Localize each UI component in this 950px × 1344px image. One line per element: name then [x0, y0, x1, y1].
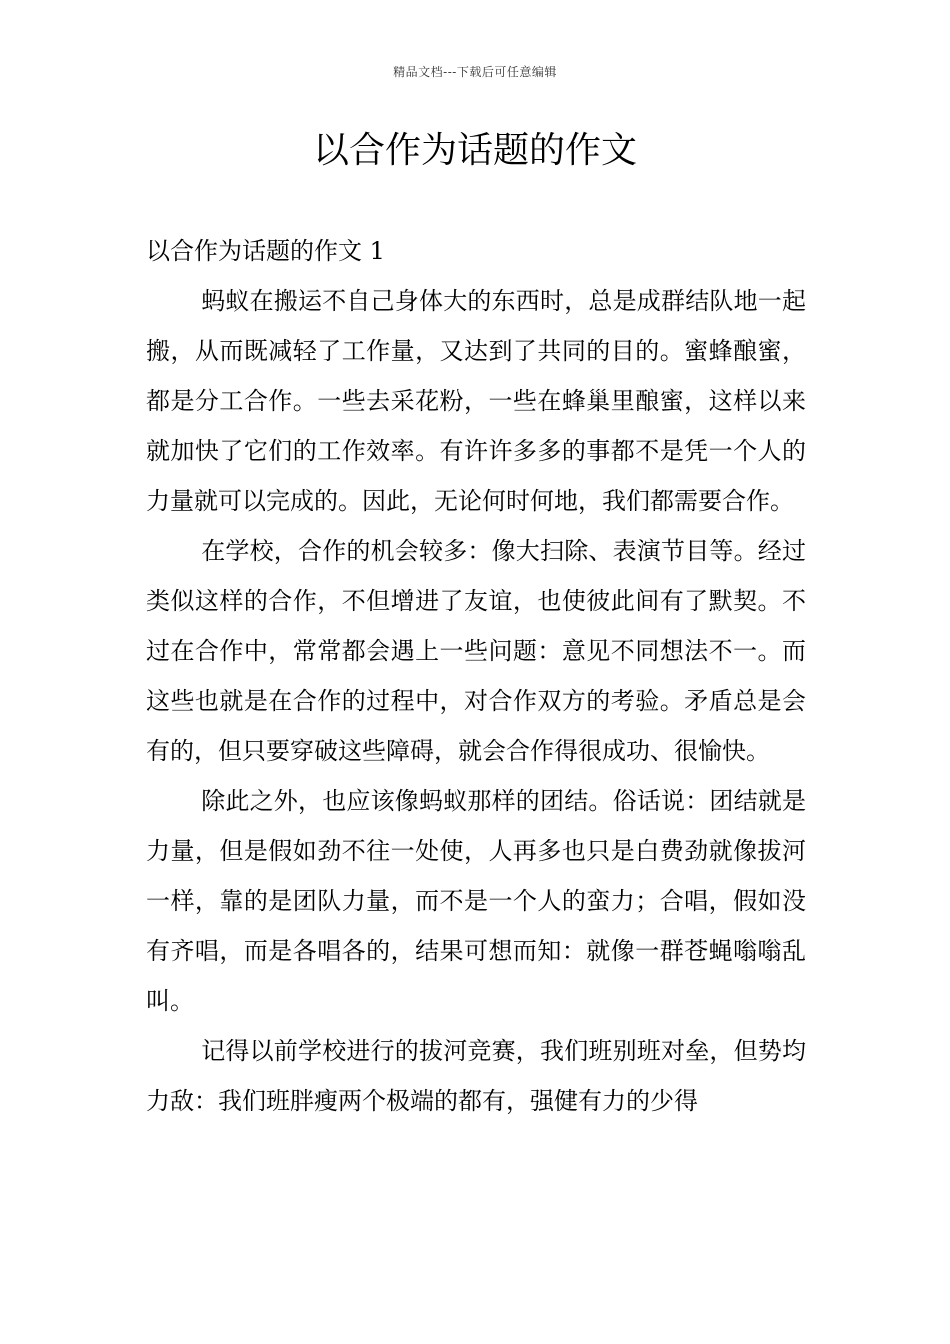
paragraph-3: 除此之外，也应该像蚂蚁那样的团结。俗话说：团结就是力量，但是假如劲不往一处使，人再多也只是白费劲就像拔河一样，靠的是团队力量，而不是一个人的蛮力；合唱，假如没有齐唱，而是各唱各的，结果可想而知：就像一群苍蝇嗡嗡乱叫。	[146, 787, 806, 1015]
paragraph-2: 在学校，合作的机会较多：像大扫除、表演节目等。经过类似这样的合作，不但增进了友谊，也使彼此间有了默契。不过在合作中，常常都会遇上一些问题：意见不同想法不一。而这些也就是在合作的过程中，对合作双方的考验。矛盾总是会有的，但只要穿破这些障碍，就会合作得很成功、很愉快。	[146, 537, 806, 765]
document-body	[146, 226, 806, 1126]
section-subtitle: 以合作为话题的作文 1	[146, 237, 385, 265]
page-header: 精品文档---下载后可任意编辑	[393, 65, 557, 79]
paragraph-1: 蚂蚁在搬运不自己身体大的东西时，总是成群结队地一起搬，从而既减轻了工作量，又达到了共同的目的。蜜蜂酿蜜，都是分工合作。一些去采花粉，一些在蜂巢里酿蜜，这样以来就加快了它们的工作效率。有许许多多的事都不是凭一个人的力量就可以完成的。因此，无论何时何地，我们都需要合作。	[146, 287, 806, 515]
paragraph-4: 记得以前学校进行的拔河竞赛，我们班别班对垒，但势均力敌：我们班胖瘦两个极端的都有，强健有力的少得	[146, 1037, 806, 1115]
document-title: 以合作为话题的作文	[312, 130, 637, 171]
